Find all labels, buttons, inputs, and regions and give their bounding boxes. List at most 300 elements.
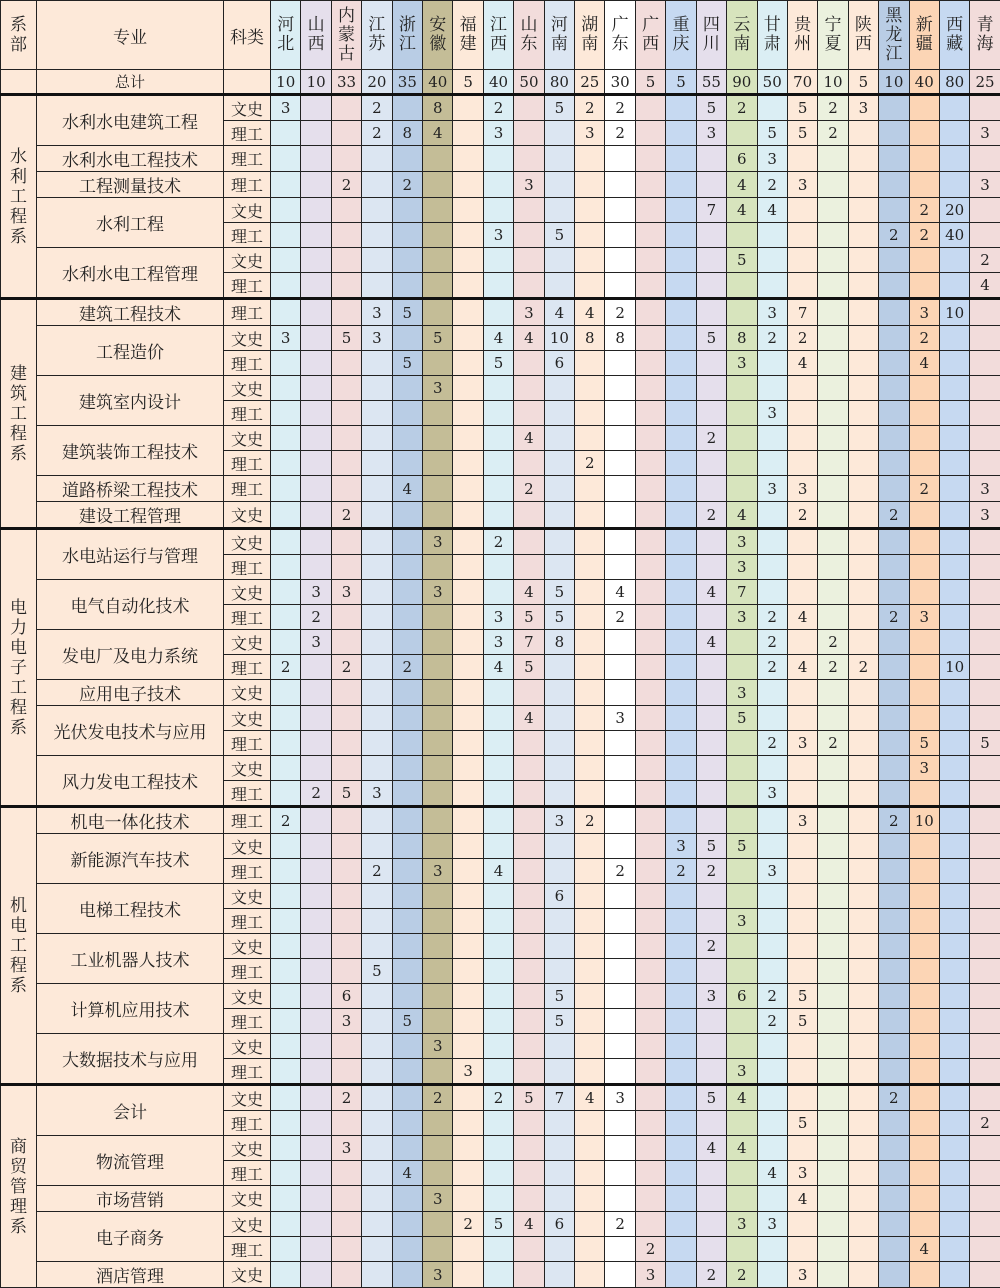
quota-cell — [544, 555, 574, 580]
quota-cell — [423, 680, 453, 706]
quota-cell — [757, 1085, 787, 1111]
quota-cell — [635, 984, 665, 1009]
quota-cell — [423, 706, 453, 731]
quota-cell — [514, 834, 544, 859]
province-header: 河南 — [544, 1, 574, 70]
quota-cell — [879, 1009, 909, 1034]
quota-cell — [392, 248, 422, 273]
quota-cell: 2 — [666, 859, 696, 884]
province-header: 甘肃 — [757, 1, 787, 70]
quota-cell — [909, 1059, 939, 1085]
quota-cell: 3 — [787, 1161, 817, 1186]
quota-cell — [453, 198, 483, 223]
province-total: 20 — [362, 70, 392, 95]
quota-cell — [787, 273, 817, 299]
table-row — [1, 1085, 1000, 1111]
quota-cell — [818, 198, 848, 223]
quota-cell — [301, 1034, 331, 1059]
quota-cell: 3 — [423, 859, 453, 884]
quota-cell — [331, 605, 361, 630]
quota-cell — [970, 706, 1000, 731]
quota-cell: 2 — [483, 1085, 513, 1111]
major-cell: 水利水电建筑工程 — [37, 95, 224, 146]
quota-cell — [970, 630, 1000, 655]
quota-cell — [483, 909, 513, 934]
quota-cell — [271, 502, 301, 529]
quota-cell — [423, 807, 453, 834]
quota-cell — [483, 1009, 513, 1034]
quota-cell — [757, 502, 787, 529]
quota-cell — [605, 502, 635, 529]
quota-cell — [331, 529, 361, 555]
quota-cell — [635, 959, 665, 984]
quota-cell — [909, 655, 939, 680]
category-cell: 文史 — [224, 426, 271, 451]
quota-cell — [483, 807, 513, 834]
quota-cell: 2 — [605, 95, 635, 121]
quota-cell — [696, 1237, 726, 1262]
quota-cell — [666, 351, 696, 376]
quota-cell — [787, 959, 817, 984]
quota-cell — [301, 121, 331, 146]
quota-cell — [848, 1212, 878, 1237]
quota-cell — [666, 299, 696, 326]
quota-cell: 5 — [727, 834, 757, 859]
quota-cell — [666, 529, 696, 555]
quota-cell — [423, 834, 453, 859]
quota-cell — [666, 121, 696, 146]
quota-cell: 2 — [787, 326, 817, 351]
major-cell: 水电站运行与管理 — [37, 529, 224, 580]
quota-cell — [879, 426, 909, 451]
quota-cell: 2 — [879, 807, 909, 834]
quota-cell — [635, 376, 665, 401]
quota-cell — [635, 1136, 665, 1161]
quota-cell — [271, 426, 301, 451]
quota-cell — [696, 807, 726, 834]
quota-cell: 2 — [575, 807, 605, 834]
table-row — [1, 884, 1000, 909]
quota-cell — [939, 605, 969, 630]
quota-cell — [879, 859, 909, 884]
quota-cell — [970, 655, 1000, 680]
quota-cell — [271, 555, 301, 580]
quota-cell — [970, 555, 1000, 580]
table-row — [1, 1034, 1000, 1059]
quota-cell — [909, 426, 939, 451]
quota-cell — [575, 884, 605, 909]
quota-cell — [696, 476, 726, 502]
province-header: 西藏 — [939, 1, 969, 70]
quota-cell — [635, 273, 665, 299]
quota-cell — [848, 198, 878, 223]
category-cell: 文史 — [224, 706, 271, 731]
quota-cell — [666, 248, 696, 273]
quota-cell — [939, 781, 969, 807]
quota-cell — [362, 834, 392, 859]
quota-cell — [666, 1085, 696, 1111]
quota-cell — [727, 934, 757, 959]
quota-cell — [271, 121, 301, 146]
quota-cell — [818, 451, 848, 476]
quota-cell — [666, 476, 696, 502]
province-header: 新疆 — [909, 1, 939, 70]
quota-cell: 3 — [423, 1262, 453, 1288]
quota-cell — [696, 351, 726, 376]
quota-cell — [575, 731, 605, 756]
quota-cell: 2 — [909, 476, 939, 502]
quota-cell — [939, 1034, 969, 1059]
quota-cell — [362, 1059, 392, 1085]
quota-cell — [331, 121, 361, 146]
quota-cell: 40 — [939, 223, 969, 248]
quota-cell: 2 — [605, 299, 635, 326]
category-cell: 文史 — [224, 1136, 271, 1161]
province-total: 50 — [514, 70, 544, 95]
quota-cell — [423, 248, 453, 273]
department-cell: 机电工程系 — [1, 807, 37, 1085]
quota-cell — [331, 807, 361, 834]
quota-cell — [970, 807, 1000, 834]
major-cell: 应用电子技术 — [37, 680, 224, 706]
quota-cell: 4 — [787, 655, 817, 680]
province-total: 10 — [271, 70, 301, 95]
quota-cell — [757, 273, 787, 299]
quota-cell — [696, 555, 726, 580]
quota-cell — [423, 630, 453, 655]
quota-cell — [939, 1059, 969, 1085]
quota-cell — [909, 273, 939, 299]
quota-cell — [635, 934, 665, 959]
province-header: 内蒙古 — [331, 1, 361, 70]
quota-cell — [544, 781, 574, 807]
quota-cell: 3 — [727, 555, 757, 580]
quota-cell: 2 — [331, 655, 361, 680]
quota-cell — [635, 756, 665, 781]
category-cell: 理工 — [224, 351, 271, 376]
quota-cell — [909, 248, 939, 273]
quota-cell — [331, 248, 361, 273]
category-cell: 文史 — [224, 680, 271, 706]
quota-cell — [939, 630, 969, 655]
major-cell: 建设工程管理 — [37, 502, 224, 529]
quota-cell: 4 — [757, 198, 787, 223]
province-total: 50 — [757, 70, 787, 95]
table-row — [1, 1136, 1000, 1161]
quota-cell — [818, 1111, 848, 1136]
category-cell: 理工 — [224, 273, 271, 299]
quota-cell — [362, 1212, 392, 1237]
quota-cell — [331, 859, 361, 884]
quota-cell — [727, 121, 757, 146]
quota-cell — [787, 223, 817, 248]
quota-cell — [453, 630, 483, 655]
major-cell: 工程测量技术 — [37, 172, 224, 198]
quota-cell — [848, 1237, 878, 1262]
quota-cell — [787, 706, 817, 731]
quota-cell — [271, 273, 301, 299]
quota-cell — [544, 401, 574, 426]
quota-cell — [635, 834, 665, 859]
quota-cell: 2 — [757, 326, 787, 351]
quota-cell — [939, 1111, 969, 1136]
quota-cell — [879, 555, 909, 580]
quota-cell — [301, 1111, 331, 1136]
quota-cell: 4 — [575, 1085, 605, 1111]
quota-cell — [818, 1237, 848, 1262]
quota-cell — [879, 1111, 909, 1136]
quota-cell — [605, 630, 635, 655]
quota-cell — [423, 1111, 453, 1136]
quota-cell — [514, 909, 544, 934]
quota-cell — [331, 1212, 361, 1237]
quota-cell — [453, 731, 483, 756]
quota-cell — [362, 223, 392, 248]
quota-cell: 4 — [483, 655, 513, 680]
quota-cell — [939, 273, 969, 299]
quota-cell — [483, 451, 513, 476]
quota-cell — [787, 376, 817, 401]
quota-cell: 3 — [514, 299, 544, 326]
quota-cell — [544, 1111, 574, 1136]
quota-cell — [939, 248, 969, 273]
header-major: 专业 — [37, 1, 224, 70]
quota-cell: 3 — [605, 1085, 635, 1111]
quota-cell — [575, 248, 605, 273]
quota-cell — [666, 1186, 696, 1212]
quota-cell — [757, 351, 787, 376]
quota-cell — [757, 1136, 787, 1161]
quota-cell — [301, 376, 331, 401]
quota-cell: 2 — [696, 426, 726, 451]
province-header: 安徽 — [423, 1, 453, 70]
table-row — [1, 680, 1000, 706]
quota-cell — [362, 756, 392, 781]
quota-cell — [879, 376, 909, 401]
quota-cell — [271, 172, 301, 198]
category-cell: 理工 — [224, 731, 271, 756]
category-cell: 文史 — [224, 580, 271, 605]
quota-cell — [970, 146, 1000, 172]
province-header: 山东 — [514, 1, 544, 70]
quota-cell: 3 — [757, 401, 787, 426]
quota-cell — [575, 834, 605, 859]
quota-cell — [514, 884, 544, 909]
quota-cell — [848, 326, 878, 351]
quota-cell — [909, 95, 939, 121]
quota-cell — [818, 909, 848, 934]
quota-cell — [939, 580, 969, 605]
quota-cell — [879, 934, 909, 959]
quota-cell — [453, 1085, 483, 1111]
quota-cell: 2 — [787, 502, 817, 529]
quota-cell: 3 — [727, 680, 757, 706]
quota-cell — [696, 1059, 726, 1085]
quota-cell: 5 — [544, 984, 574, 1009]
quota-cell: 4 — [514, 580, 544, 605]
total-type-blank — [224, 70, 271, 95]
quota-cell — [392, 555, 422, 580]
quota-cell: 5 — [696, 834, 726, 859]
quota-cell — [423, 299, 453, 326]
quota-cell — [818, 326, 848, 351]
quota-cell: 3 — [423, 376, 453, 401]
quota-cell: 5 — [544, 1009, 574, 1034]
quota-cell — [514, 1136, 544, 1161]
quota-cell — [787, 630, 817, 655]
category-cell: 文史 — [224, 95, 271, 121]
quota-cell — [635, 706, 665, 731]
quota-cell — [362, 172, 392, 198]
quota-cell — [331, 299, 361, 326]
quota-cell — [818, 1059, 848, 1085]
quota-cell — [453, 959, 483, 984]
quota-cell — [483, 934, 513, 959]
quota-cell — [514, 502, 544, 529]
quota-cell — [727, 223, 757, 248]
quota-cell — [757, 376, 787, 401]
quota-cell — [423, 146, 453, 172]
quota-cell — [271, 299, 301, 326]
quota-cell — [848, 555, 878, 580]
quota-cell — [818, 529, 848, 555]
quota-cell — [879, 529, 909, 555]
quota-cell — [544, 1034, 574, 1059]
quota-cell — [879, 756, 909, 781]
category-cell: 文史 — [224, 934, 271, 959]
quota-cell — [970, 1085, 1000, 1111]
quota-cell — [331, 834, 361, 859]
major-cell: 物流管理 — [37, 1136, 224, 1186]
quota-cell: 2 — [879, 605, 909, 630]
major-cell: 酒店管理 — [37, 1262, 224, 1288]
quota-cell — [666, 1161, 696, 1186]
quota-cell: 3 — [970, 476, 1000, 502]
quota-cell: 2 — [757, 1009, 787, 1034]
quota-cell — [483, 376, 513, 401]
quota-cell — [757, 223, 787, 248]
quota-cell — [605, 146, 635, 172]
quota-cell — [939, 859, 969, 884]
quota-cell — [787, 1237, 817, 1262]
quota-cell — [970, 198, 1000, 223]
province-header: 宁夏 — [818, 1, 848, 70]
table-row — [1, 95, 1000, 121]
quota-cell — [970, 529, 1000, 555]
quota-cell — [453, 248, 483, 273]
category-cell: 理工 — [224, 172, 271, 198]
quota-cell: 3 — [787, 731, 817, 756]
quota-cell: 10 — [939, 299, 969, 326]
quota-cell — [514, 1161, 544, 1186]
quota-cell — [331, 223, 361, 248]
quota-cell — [727, 859, 757, 884]
quota-cell — [818, 984, 848, 1009]
quota-cell — [879, 781, 909, 807]
quota-cell — [757, 807, 787, 834]
quota-cell — [453, 909, 483, 934]
quota-cell — [423, 451, 453, 476]
quota-cell: 2 — [696, 934, 726, 959]
quota-cell — [879, 401, 909, 426]
quota-cell — [544, 172, 574, 198]
quota-cell — [271, 401, 301, 426]
quota-cell — [271, 476, 301, 502]
quota-cell: 5 — [909, 731, 939, 756]
quota-cell — [879, 1136, 909, 1161]
province-total: 33 — [331, 70, 361, 95]
quota-cell — [818, 781, 848, 807]
quota-cell — [453, 1111, 483, 1136]
quota-cell — [666, 959, 696, 984]
quota-cell: 2 — [696, 859, 726, 884]
quota-cell — [331, 451, 361, 476]
quota-cell — [848, 1009, 878, 1034]
quota-cell — [818, 172, 848, 198]
quota-cell — [635, 326, 665, 351]
quota-cell — [483, 756, 513, 781]
quota-cell — [605, 273, 635, 299]
quota-cell — [787, 884, 817, 909]
quota-cell — [392, 859, 422, 884]
quota-cell — [271, 451, 301, 476]
quota-cell — [909, 909, 939, 934]
quota-cell — [453, 1034, 483, 1059]
quota-cell — [423, 426, 453, 451]
quota-cell — [544, 655, 574, 680]
quota-cell — [970, 1009, 1000, 1034]
quota-cell — [696, 451, 726, 476]
quota-cell — [635, 121, 665, 146]
quota-cell: 5 — [362, 959, 392, 984]
quota-cell — [605, 781, 635, 807]
category-cell: 文史 — [224, 834, 271, 859]
quota-cell: 3 — [362, 781, 392, 807]
quota-cell — [483, 959, 513, 984]
quota-cell — [271, 859, 301, 884]
quota-cell — [544, 909, 574, 934]
quota-cell: 2 — [362, 859, 392, 884]
quota-cell — [271, 1009, 301, 1034]
quota-cell — [879, 884, 909, 909]
quota-cell — [423, 273, 453, 299]
quota-cell — [696, 655, 726, 680]
quota-cell — [271, 1262, 301, 1288]
quota-cell — [727, 476, 757, 502]
quota-cell — [544, 731, 574, 756]
quota-cell — [787, 756, 817, 781]
quota-cell — [301, 984, 331, 1009]
quota-cell — [423, 1161, 453, 1186]
quota-cell — [544, 426, 574, 451]
quota-cell — [453, 807, 483, 834]
quota-cell — [483, 476, 513, 502]
quota-cell — [635, 580, 665, 605]
quota-cell: 3 — [757, 781, 787, 807]
quota-cell: 2 — [879, 502, 909, 529]
quota-cell — [271, 248, 301, 273]
quota-cell — [696, 248, 726, 273]
quota-cell — [301, 1085, 331, 1111]
quota-cell: 5 — [970, 731, 1000, 756]
quota-cell — [544, 476, 574, 502]
quota-cell — [666, 1009, 696, 1034]
quota-cell: 3 — [362, 299, 392, 326]
quota-cell — [848, 781, 878, 807]
quota-cell — [423, 909, 453, 934]
quota-cell — [271, 351, 301, 376]
quota-cell — [514, 273, 544, 299]
